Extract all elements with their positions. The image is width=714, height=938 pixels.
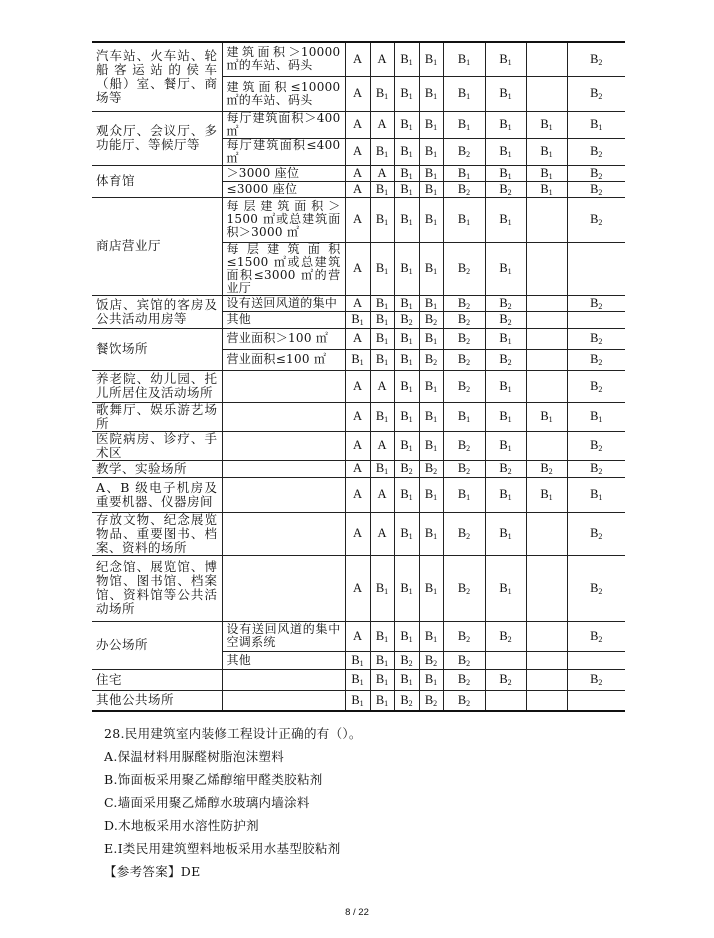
rating-cell: [526, 76, 567, 111]
option-e: E.I类民用建筑塑料地板采用水基型胶粘剂: [104, 841, 341, 856]
option-a: A.保温材料用脲醛树脂泡沫塑料: [104, 749, 285, 764]
category-cell: 饭店、宾馆的客房及公共活动用房等: [92, 295, 222, 328]
rating-cell: A: [370, 431, 394, 460]
rating-cell: $B_1$: [485, 242, 526, 295]
condition-cell: 建筑面积＞10000 ㎡的车站、码头: [222, 42, 345, 76]
rating-cell: $B_1$: [394, 669, 419, 690]
rating-cell: $B_2$: [443, 370, 485, 402]
rating-cell: $B_2$: [394, 690, 419, 711]
rating-cell: [567, 651, 625, 669]
rating-cell: $B_1$: [419, 138, 443, 165]
rating-cell: [526, 651, 567, 669]
table-row: [92, 197, 625, 242]
rating-cell: $B_1$: [419, 42, 443, 76]
rating-cell: $B_2$: [567, 621, 625, 651]
rating-cell: $B_1$: [485, 76, 526, 111]
rating-cell: $B_1$: [370, 197, 394, 242]
rating-cell: $B_1$: [370, 651, 394, 669]
category-cell: 其他公共场所: [92, 690, 222, 711]
rating-cell: $B_1$: [443, 402, 485, 431]
rating-cell: $B_1$: [370, 349, 394, 370]
rating-cell: $B_2$: [485, 349, 526, 370]
rating-cell: $B_2$: [567, 165, 625, 181]
rating-cell: $B_1$: [394, 431, 419, 460]
rating-cell: $B_2$: [485, 669, 526, 690]
rating-cell: $B_2$: [567, 328, 625, 349]
rating-cell: A: [345, 165, 370, 181]
table-row: [92, 669, 625, 690]
rating-cell: A: [345, 181, 370, 197]
rating-cell: [567, 311, 625, 328]
rating-cell: $B_1$: [485, 512, 526, 555]
category-cell: 教学、实验场所: [92, 460, 222, 477]
condition-cell: 其他: [222, 651, 345, 669]
rating-cell: $B_1$: [419, 76, 443, 111]
condition-cell: 每层建筑面积≤1500 ㎡或总建筑面积≤3000 ㎡的营业厅: [222, 242, 345, 295]
rating-cell: $B_1$: [370, 460, 394, 477]
rating-cell: $B_1$: [394, 181, 419, 197]
rating-cell: $B_1$: [345, 311, 370, 328]
rating-cell: $B_2$: [567, 370, 625, 402]
rating-cell: $B_2$: [485, 460, 526, 477]
rating-cell: $B_1$: [394, 512, 419, 555]
rating-cell: $B_2$: [567, 349, 625, 370]
rating-cell: A: [370, 165, 394, 181]
rating-cell: $B_1$: [394, 76, 419, 111]
category-cell: 歌舞厅、娱乐游艺场所: [92, 402, 222, 431]
rating-cell: $B_1$: [567, 111, 625, 138]
rating-cell: $B_2$: [443, 328, 485, 349]
rating-cell: $B_1$: [394, 402, 419, 431]
rating-cell: $B_1$: [526, 181, 567, 197]
rating-cell: [526, 42, 567, 76]
category-cell: A、B 级电子机房及重要机器、仪器房间: [92, 477, 222, 512]
condition-cell: [222, 370, 345, 402]
rating-cell: $B_1$: [394, 621, 419, 651]
rating-cell: $B_2$: [419, 349, 443, 370]
rating-cell: $B_1$: [485, 431, 526, 460]
rating-cell: $B_2$: [567, 555, 625, 621]
rating-cell: $B_1$: [419, 512, 443, 555]
condition-cell: [222, 431, 345, 460]
condition-cell: 建筑面积≤10000 ㎡的车站、码头: [222, 76, 345, 111]
rating-cell: $B_1$: [526, 477, 567, 512]
rating-cell: $B_1$: [370, 621, 394, 651]
question-stem: 28.民用建筑室内装修工程设计正确的有（）。: [104, 726, 362, 741]
rating-cell: A: [370, 370, 394, 402]
rating-cell: A: [370, 477, 394, 512]
category-cell: 汽车站、火车站、轮船客运站的侯车（船）室、餐厅、商场等: [92, 42, 222, 111]
rating-cell: A: [345, 512, 370, 555]
rating-cell: $B_2$: [443, 690, 485, 711]
rating-cell: [526, 621, 567, 651]
table-row: [92, 370, 625, 402]
table-row: [92, 295, 625, 311]
rating-cell: $B_1$: [485, 42, 526, 76]
condition-cell: ＞3000 座位: [222, 165, 345, 181]
rating-cell: $B_1$: [419, 402, 443, 431]
table-row: [92, 460, 625, 477]
rating-cell: $B_2$: [567, 197, 625, 242]
condition-cell: [222, 460, 345, 477]
table-row: [92, 555, 625, 621]
rating-cell: [526, 311, 567, 328]
rating-cell: $B_2$: [567, 295, 625, 311]
rating-cell: A: [345, 370, 370, 402]
rating-cell: A: [345, 431, 370, 460]
rating-cell: [526, 669, 567, 690]
rating-cell: $B_2$: [485, 311, 526, 328]
rating-cell: $B_1$: [485, 477, 526, 512]
rating-cell: $B_2$: [485, 181, 526, 197]
rating-cell: [567, 242, 625, 295]
rating-cell: $B_1$: [485, 111, 526, 138]
rating-cell: $B_1$: [370, 328, 394, 349]
rating-cell: $B_1$: [370, 76, 394, 111]
rating-cell: $B_2$: [526, 460, 567, 477]
rating-cell: A: [345, 555, 370, 621]
table-row: [92, 512, 625, 555]
rating-cell: $B_1$: [443, 477, 485, 512]
rating-cell: $B_2$: [443, 295, 485, 311]
rating-cell: $B_1$: [443, 76, 485, 111]
rating-cell: $B_1$: [567, 402, 625, 431]
rating-cell: $B_2$: [567, 669, 625, 690]
category-cell: 商店营业厅: [92, 197, 222, 295]
rating-cell: $B_1$: [485, 165, 526, 181]
rating-cell: $B_1$: [567, 477, 625, 512]
category-cell: 餐饮场所: [92, 328, 222, 370]
table-row: [92, 328, 625, 349]
rating-cell: $B_2$: [485, 295, 526, 311]
condition-cell: 每厅建筑面积＞400 ㎡: [222, 111, 345, 138]
rating-cell: $B_1$: [419, 242, 443, 295]
rating-cell: $B_1$: [370, 138, 394, 165]
rating-cell: A: [345, 76, 370, 111]
rating-cell: $B_2$: [443, 349, 485, 370]
rating-cell: $B_1$: [370, 181, 394, 197]
rating-cell: $B_1$: [370, 311, 394, 328]
table-row: [92, 690, 625, 711]
rating-cell: A: [345, 621, 370, 651]
rating-cell: A: [345, 138, 370, 165]
rating-cell: [526, 197, 567, 242]
rating-cell: [526, 690, 567, 711]
rating-cell: $B_1$: [394, 328, 419, 349]
rating-cell: A: [370, 111, 394, 138]
rating-cell: $B_2$: [567, 76, 625, 111]
rating-cell: $B_1$: [419, 621, 443, 651]
rating-cell: [526, 295, 567, 311]
category-cell: 养老院、幼儿园、托儿所居住及活动场所: [92, 370, 222, 402]
rating-cell: A: [345, 42, 370, 76]
condition-cell: [222, 669, 345, 690]
rating-cell: $B_2$: [394, 460, 419, 477]
rating-cell: $B_2$: [485, 621, 526, 651]
rating-cell: $B_2$: [443, 651, 485, 669]
rating-cell: $B_1$: [419, 181, 443, 197]
rating-cell: $B_1$: [370, 242, 394, 295]
rating-cell: $B_2$: [567, 431, 625, 460]
rating-cell: $B_2$: [567, 512, 625, 555]
rating-cell: A: [345, 197, 370, 242]
rating-cell: $B_1$: [443, 165, 485, 181]
rating-cell: $B_1$: [345, 651, 370, 669]
rating-cell: $B_1$: [419, 477, 443, 512]
rating-cell: $B_1$: [345, 669, 370, 690]
rating-cell: [526, 242, 567, 295]
condition-cell: 其他: [222, 311, 345, 328]
rating-cell: $B_1$: [394, 42, 419, 76]
table-row: [92, 165, 625, 181]
condition-cell: [222, 512, 345, 555]
rating-cell: $B_2$: [443, 311, 485, 328]
rating-cell: A: [345, 242, 370, 295]
rating-cell: $B_2$: [394, 651, 419, 669]
condition-cell: [222, 555, 345, 621]
condition-cell: 每厅建筑面积≤400 ㎡: [222, 138, 345, 165]
condition-cell: ≤3000 座位: [222, 181, 345, 197]
rating-cell: $B_1$: [394, 165, 419, 181]
rating-cell: $B_1$: [419, 555, 443, 621]
table-row: [92, 477, 625, 512]
fire-rating-table: [92, 41, 625, 712]
condition-cell: [222, 477, 345, 512]
rating-cell: $B_2$: [567, 42, 625, 76]
rating-cell: A: [345, 111, 370, 138]
rating-cell: A: [345, 328, 370, 349]
rating-cell: [526, 555, 567, 621]
rating-cell: $B_2$: [443, 669, 485, 690]
table-row: [92, 111, 625, 138]
condition-cell: [222, 402, 345, 431]
rating-cell: $B_2$: [443, 512, 485, 555]
question-block: [104, 726, 714, 879]
condition-cell: 设有送回风道的集中空调系统: [222, 621, 345, 651]
rating-cell: $B_1$: [394, 295, 419, 311]
rating-cell: $B_1$: [485, 197, 526, 242]
rating-cell: $B_1$: [345, 349, 370, 370]
category-cell: 体育馆: [92, 165, 222, 197]
rating-cell: A: [345, 402, 370, 431]
condition-cell: [222, 690, 345, 711]
category-cell: 医院病房、诊疗、手术区: [92, 431, 222, 460]
rating-cell: $B_1$: [394, 555, 419, 621]
rating-cell: $B_1$: [443, 111, 485, 138]
condition-cell: 设有送回风道的集中: [222, 295, 345, 311]
rating-cell: $B_1$: [485, 402, 526, 431]
rating-cell: $B_2$: [443, 431, 485, 460]
category-cell: 存放文物、纪念展览物品、重要图书、档案、资料的场所: [92, 512, 222, 555]
rating-cell: $B_1$: [394, 138, 419, 165]
rating-cell: $B_1$: [370, 555, 394, 621]
rating-cell: $B_1$: [370, 690, 394, 711]
rating-cell: $B_1$: [443, 197, 485, 242]
category-cell: 观众厅、会议厅、多功能厅、等候厅等: [92, 111, 222, 165]
rating-cell: $B_1$: [370, 669, 394, 690]
rating-cell: [485, 651, 526, 669]
reference-answer: 【参考答案】DE: [104, 864, 201, 879]
rating-cell: $B_1$: [443, 42, 485, 76]
rating-cell: A: [345, 295, 370, 311]
rating-cell: [526, 431, 567, 460]
rating-cell: $B_1$: [394, 111, 419, 138]
rating-cell: A: [345, 477, 370, 512]
rating-cell: $B_1$: [394, 349, 419, 370]
rating-cell: $B_1$: [394, 477, 419, 512]
condition-cell: 每层建筑面积＞1500 ㎡或总建筑面积＞3000 ㎡: [222, 197, 345, 242]
rating-cell: $B_2$: [443, 555, 485, 621]
rating-cell: [526, 328, 567, 349]
table-row: [92, 42, 625, 76]
rating-cell: $B_1$: [419, 295, 443, 311]
rating-cell: $B_1$: [485, 328, 526, 349]
option-b: B.饰面板采用聚乙烯醇缩甲醛类胶粘剂: [104, 772, 323, 787]
rating-cell: $B_1$: [419, 669, 443, 690]
condition-cell: 营业面积＞100 ㎡: [222, 328, 345, 349]
rating-cell: $B_1$: [419, 111, 443, 138]
rating-cell: [526, 370, 567, 402]
page-number: 8 / 22: [345, 907, 369, 918]
rating-cell: $B_2$: [443, 138, 485, 165]
rating-cell: $B_1$: [370, 295, 394, 311]
rating-cell: $B_1$: [394, 197, 419, 242]
rating-cell: $B_1$: [526, 402, 567, 431]
rating-cell: $B_1$: [526, 165, 567, 181]
option-d: D.木地板采用水溶性防护剂: [104, 818, 259, 833]
option-c: C.墙面采用聚乙烯醇水玻璃内墙涂料: [104, 795, 310, 810]
rating-cell: $B_1$: [485, 138, 526, 165]
rating-cell: $B_1$: [485, 370, 526, 402]
rating-cell: $B_2$: [419, 460, 443, 477]
rating-cell: $B_2$: [443, 621, 485, 651]
rating-cell: [567, 690, 625, 711]
rating-cell: $B_1$: [394, 370, 419, 402]
rating-cell: $B_1$: [419, 197, 443, 242]
rating-cell: $B_2$: [443, 181, 485, 197]
rating-cell: $B_1$: [419, 165, 443, 181]
rating-cell: $B_1$: [485, 555, 526, 621]
rating-cell: A: [345, 460, 370, 477]
rating-cell: $B_2$: [567, 181, 625, 197]
rating-cell: $B_2$: [419, 651, 443, 669]
rating-cell: $B_2$: [443, 242, 485, 295]
rating-cell: A: [370, 42, 394, 76]
rating-cell: $B_2$: [419, 690, 443, 711]
table-row: [92, 431, 625, 460]
rating-cell: $B_2$: [443, 460, 485, 477]
rating-cell: $B_2$: [419, 311, 443, 328]
rating-cell: $B_1$: [419, 370, 443, 402]
rating-cell: $B_1$: [526, 111, 567, 138]
rating-cell: $B_1$: [419, 328, 443, 349]
rating-cell: [485, 690, 526, 711]
table-row: [92, 402, 625, 431]
rating-cell: $B_2$: [394, 311, 419, 328]
category-cell: 办公场所: [92, 621, 222, 669]
rating-cell: $B_1$: [394, 242, 419, 295]
rating-cell: $B_1$: [345, 690, 370, 711]
table-row: [92, 621, 625, 651]
rating-cell: $B_2$: [567, 460, 625, 477]
rating-cell: $B_1$: [526, 138, 567, 165]
rating-cell: [526, 512, 567, 555]
category-cell: 纪念馆、展览馆、博物馆、图书馆、档案馆、资料馆等公共活动场所: [92, 555, 222, 621]
rating-cell: [526, 349, 567, 370]
condition-cell: 营业面积≤100 ㎡: [222, 349, 345, 370]
category-cell: 住宅: [92, 669, 222, 690]
rating-cell: $B_1$: [370, 402, 394, 431]
rating-cell: $B_1$: [419, 431, 443, 460]
rating-cell: A: [370, 512, 394, 555]
rating-cell: $B_2$: [567, 138, 625, 165]
